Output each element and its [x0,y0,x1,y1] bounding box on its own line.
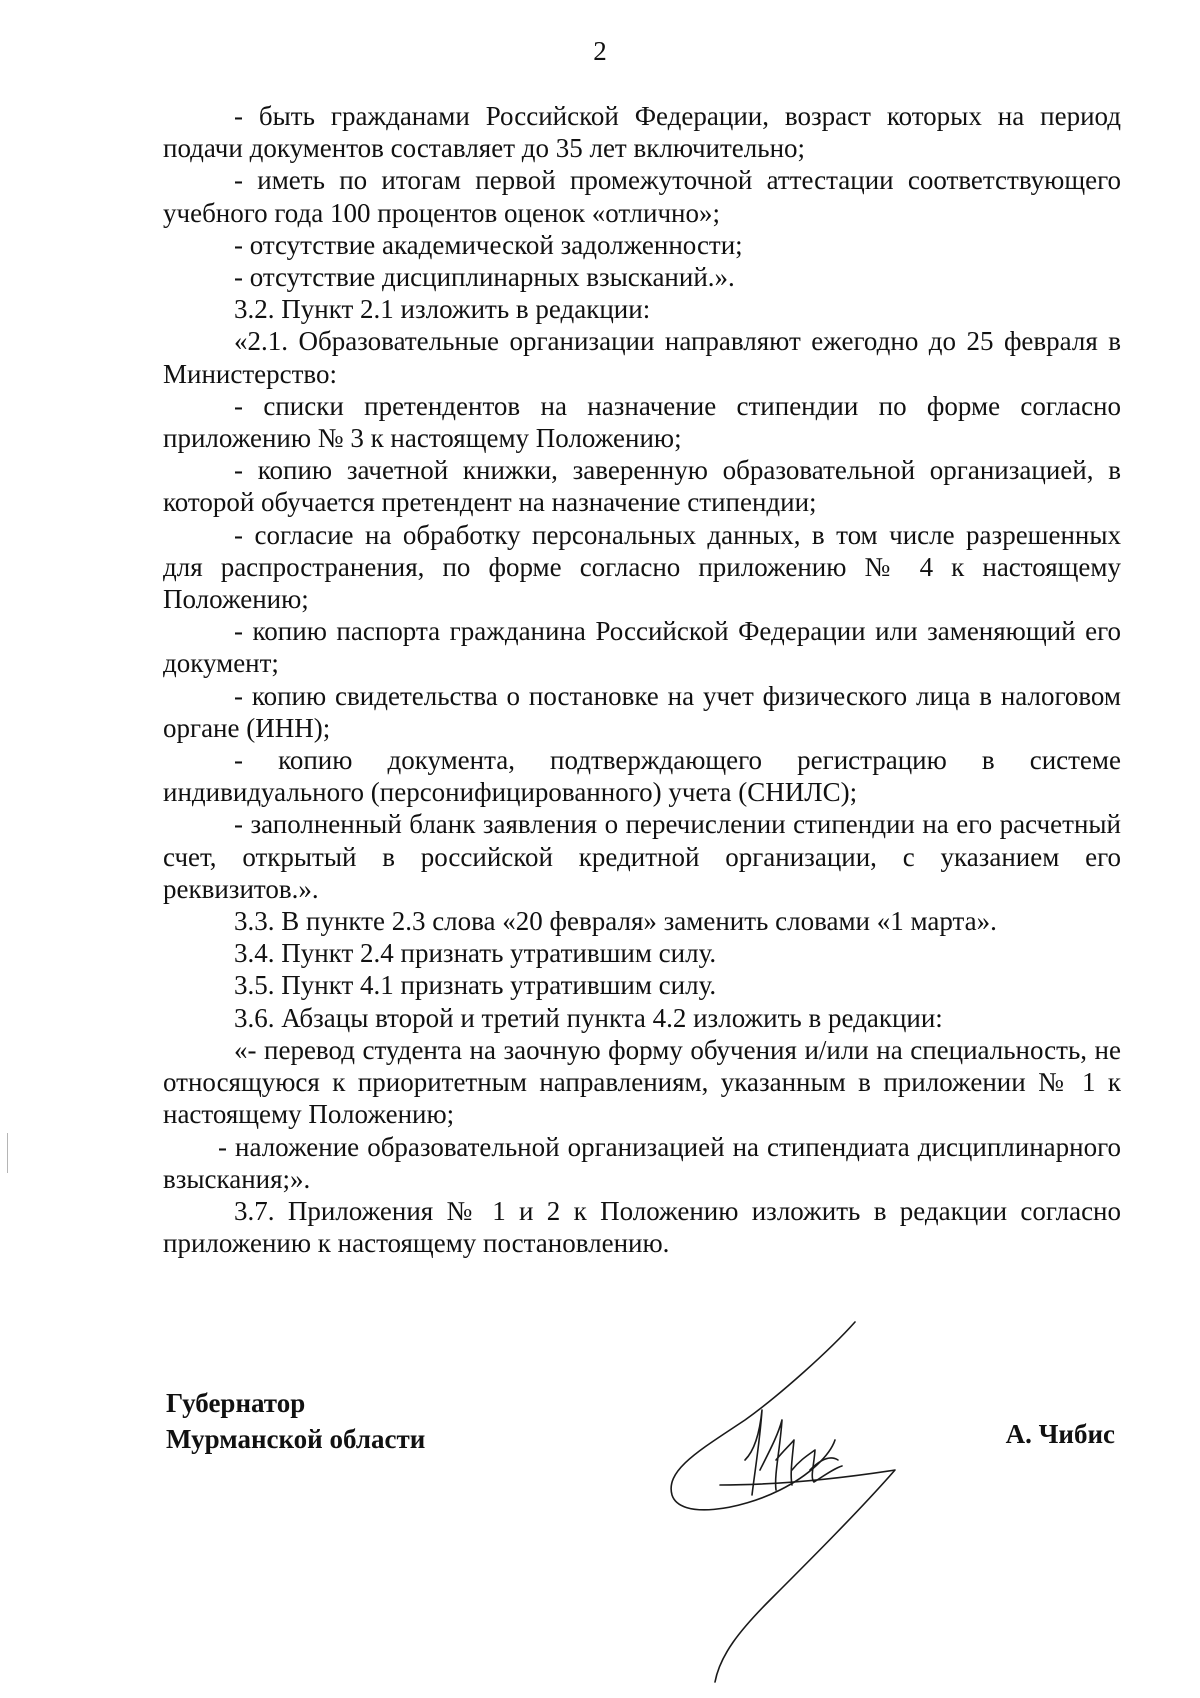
position-line-1: Губернатор [166,1388,306,1418]
paragraph-2: - иметь по итогам первой промежуточной аттестации соответствующего учебного года 100 процентов оценок «отлично»; [163,165,1121,228]
page-number: 2 [593,36,607,66]
paragraph-9: - согласие на обработку персональных данных, в том числе разрешенных для распространения, по форме согласно приложению № 4 к настоящему Положению; [163,519,1121,615]
paragraph-7: - списки претендентов на назначение стипендии по форме согласно приложению № 3 к настоящему Положению; [163,390,1121,454]
signatory-position [166,1385,425,1457]
clause-3-7: 3.7. Приложения № 1 и 2 к Положению изложить в редакции согласно приложению к настоящему постановлению. [163,1195,1121,1259]
paragraph-19: - наложение образовательной организацией на стипендиата дисциплинарного взыскания;». [163,1131,1121,1194]
paragraph-12: - копию документа, подтверждающего регистрацию в системе индивидуального (персонифицированного) учета (СНИЛС); [163,745,1121,808]
document-body [163,100,1121,1259]
clause-3-6: 3.6. Абзацы второй и третий пункта 4.2 изложить в редакции: [234,1002,943,1033]
signatory-name: А. Чибис [1005,1419,1115,1449]
clause-3-4: 3.4. Пункт 2.4 признать утратившим силу. [234,938,717,969]
clause-3-3: 3.3. В пункте 2.3 слова «20 февраля» заменить словами «1 марта». [234,906,997,937]
clause-3-2: 3.2. Пункт 2.1 изложить в редакции: [234,294,651,325]
position-line-2: Мурманской области [166,1424,426,1454]
paragraph-11: - копию свидетельства о постановке на учет физического лица в налоговом органе (ИНН); [163,680,1121,743]
paragraph-4: - отсутствие дисциплинарных взысканий.». [234,262,735,293]
paragraph-10: - копию паспорта гражданина Российской Федерации или заменяющий его документ; [163,616,1121,679]
paragraph-13: - заполненный бланк заявления о перечислении стипендии на его расчетный счет, открытый в российской кредитной организации, с указанием его реквизитов.». [163,809,1121,904]
paragraph-3: - отсутствие академической задолженности; [234,229,743,260]
clause-3-5: 3.5. Пункт 4.1 признать утратившим силу. [234,970,717,1001]
handwritten-signature [660,1310,960,1690]
paragraph-8: - копию зачетной книжки, заверенную образовательной организацией, в которой обучается претендент на назначение стипендии; [163,455,1121,518]
clause-2-1-quote: «2.1. Образовательные организации направляют ежегодно до 25 февраля в Министерство: [163,326,1121,389]
paragraph-1: - быть гражданами Российской Федерации, возраст которых на период подачи документов составляет до 35 лет включительно; [163,101,1121,164]
paragraph-18: «- перевод студента на заочную форму обучения и/или на специальность, не относящуюся к приоритетным направлениям, указанным в приложении № 1 к настоящему Положению; [163,1034,1121,1130]
scan-margin-mark [7,1133,8,1173]
